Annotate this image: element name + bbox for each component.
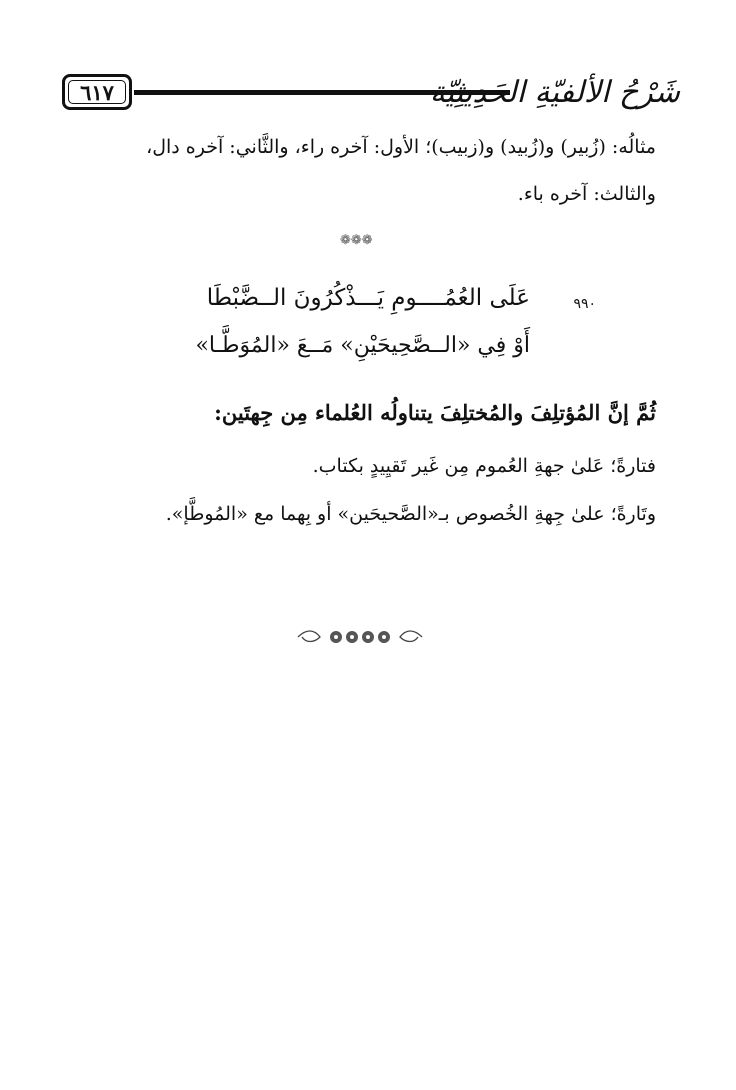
page-number: ٦١٧ <box>80 79 114 105</box>
flower-ornament-icon: ❁❁❁ <box>340 232 373 248</box>
page-header <box>62 68 680 132</box>
commentary-line-1: فتارةً؛ عَلىٰ جهةِ العُموم مِن غَير تَقيِيدٍ بكتاب. <box>312 455 656 477</box>
running-title: شَرْحُ الألفيّةِ الحَدِيثِيّة <box>429 75 680 110</box>
commentary-heading: ثُمَّ إنَّ المُؤتلِفَ والمُختلِفَ يتناولُه العُلماء مِن جِهتَين: <box>214 400 656 425</box>
example-paragraph-line-1: مثالُه: (زُبير) و(زُبيد) و(زبيب)؛ الأول: آخره راء، والثَّاني: آخره دال، <box>146 136 656 158</box>
commentary-line-2: وتَارةً؛ علىٰ جِهةِ الخُصوص بـ«الصَّحيحَين» أو بِهما مع «المُوطَّإ». <box>165 503 656 525</box>
example-paragraph-line-2: والثالث: آخره باء. <box>517 183 656 205</box>
end-ornament-icon <box>296 625 424 649</box>
page-number-frame <box>62 74 132 110</box>
verse-hemistich-1: عَلَى العُمُــــومِ يَـــذْكُرُونَ الــضَّبْطَا <box>206 285 530 311</box>
verse-hemistich-2: أَوْ فِي «الــصَّحِيحَيْنِ» مَــعَ «المُوَطَّـا» <box>195 333 530 358</box>
section-separator <box>340 231 390 249</box>
end-ornament <box>296 625 424 649</box>
verse-number: ٩٩٠ <box>573 296 596 312</box>
